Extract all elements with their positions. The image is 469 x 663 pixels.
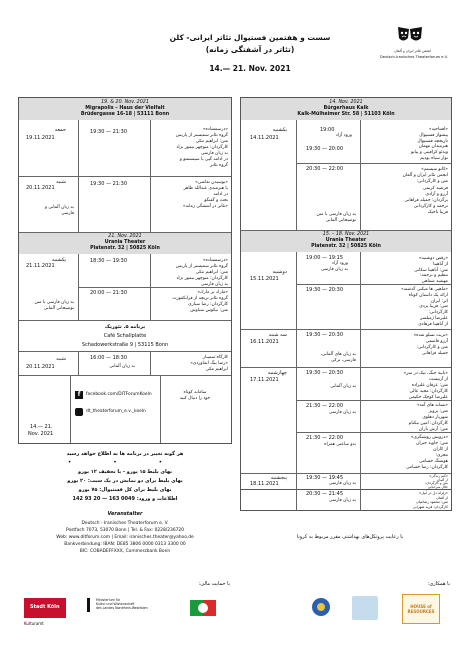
- right-block2-address: Platenstr. 32 | 50825 Köln: [311, 244, 381, 249]
- right-r2_info2-line: علیرضا ژمیلسر: [420, 315, 448, 321]
- social-dates-1: 14.— 21.: [30, 424, 53, 430]
- r1-day: یکشنبه: [272, 127, 287, 133]
- house-of-resources-text: [402, 604, 440, 614]
- b1-row-sep: [19, 176, 231, 177]
- right-divider-2: [360, 120, 361, 230]
- r2-info1: [362, 256, 448, 285]
- b3-info: [152, 355, 228, 373]
- r5-lang1: به زبان فارسی: [328, 481, 356, 486]
- r4-sep1: [297, 400, 451, 401]
- right-r3_info-line: «تربت نسلو شده»: [413, 333, 448, 338]
- right-r4_info3-line: «درویش روشنگری»: [410, 435, 448, 440]
- right-r1_info1-line: تاریخچه فستیوال: [417, 138, 448, 144]
- r4-info1: [362, 371, 448, 401]
- right-r4_info1-line: علیرضا کوچک حکیمی: [408, 395, 448, 400]
- instagram-icon[interactable]: [75, 408, 83, 416]
- footer-logo_ministry-line: des Landes Nordrhein-Westfalen: [96, 606, 148, 610]
- r1-info2: [362, 167, 448, 217]
- right-r4_info1-line: از آرتیست: [429, 377, 448, 382]
- b2-r1-day: یکشنبه: [51, 257, 66, 263]
- right-r2_info1-line: مهشید شفاهی: [421, 279, 448, 285]
- r4-info2: [362, 403, 448, 433]
- bullets: • • •: [67, 459, 183, 466]
- b2-r1-time: 18:30 — 19:30: [90, 258, 127, 264]
- r2-date: 15.11.2021: [250, 276, 279, 282]
- right-r5_info2-line: کارگردان: فرید شهرابی: [412, 504, 448, 509]
- r1-time2: 19:30 — 20:00: [306, 146, 343, 152]
- b1-r1-info: [152, 127, 228, 169]
- right-r1_info1-line: هنرمندان مهمان: [418, 144, 448, 150]
- stadt-koeln-text: Stadt Köln: [30, 604, 60, 610]
- instagram-link[interactable]: dt_theaterforum_e.v._koeln: [86, 409, 146, 414]
- left-b2_r1_info-line: گروه تئاتر سمیستر از پاریس: [175, 264, 228, 269]
- b2-r2-info: [152, 290, 228, 314]
- left-b2_r2_info-line: متن: نیکوس سیاوش: [190, 308, 228, 313]
- b1-r1-date: 19.11.2021: [26, 135, 55, 141]
- r4-sep2: [297, 432, 451, 433]
- right-r2_info1-line: تنظیم و ترجمه:: [419, 273, 448, 279]
- right-block2-date: 15. – 18. Nov. 2021: [322, 232, 370, 237]
- b1-r1-day: جمعه: [54, 127, 66, 133]
- right-r1_info2-line: ترجمه و کارگردانی: [413, 204, 448, 210]
- left-block1-venue: Migrapolis – Haus der Vielfalt: [85, 106, 165, 111]
- left-b1_r2_info-line: «تئاتر در آشفتگی زمانه»: [182, 204, 228, 209]
- right-r1_info1-line: «افتتاحیه»: [428, 127, 448, 132]
- left-social_text-line: سامانه کوتاه: [183, 390, 207, 395]
- right-r4_info1-line: کارگردان: مجید عالی: [409, 389, 448, 394]
- left-block3-address: Schadowerkstraße 9 | 53115 Bonn: [81, 342, 169, 348]
- right-r4_info2-line: شهریار دهلوی: [422, 415, 448, 420]
- right-r2_info2-line: ارائه یک داستان کوتاه: [408, 292, 448, 298]
- logo-caption-de: Deutsch-Iranisches Theaterforum e.V.: [380, 55, 448, 59]
- facebook-icon[interactable]: f: [75, 391, 83, 399]
- right-r3_info-line: جمیله فراهانی: [421, 351, 448, 356]
- left-b2_r2_note-line: به زبان فارسی با متن: [34, 300, 74, 305]
- r3-lang: [298, 352, 356, 364]
- left-b2_r2_info-line: گروه تئاتر تریچه از فرانکفورت: [172, 296, 228, 301]
- left-b3_info-line: ابراهیم مکی: [205, 367, 228, 372]
- organizer-details: [20, 520, 230, 555]
- b2-r2-note: [20, 300, 74, 312]
- r4-director: کارگردان: رضا حسامی: [406, 465, 448, 470]
- right-r2_info2-line: متن: فریبا یزدی: [419, 304, 448, 310]
- left-b2_r2_info-line: «مارك بر مارك»: [197, 290, 228, 295]
- left-b1_r2_info-line: بحث و گفتگو: [204, 198, 228, 203]
- r4-lang2: به زبان فارسی: [328, 410, 356, 415]
- b3-day: شنبه: [56, 356, 66, 362]
- r3-time: 19:30 — 20:30: [306, 332, 343, 338]
- left-b1_r1_info-line: کارگردان: منوچهر تیمور نژاد: [176, 145, 228, 150]
- right-r1_info1-line: ویدئو کرافیتی و پیانو: [411, 150, 448, 156]
- right-r1_info1-line: پیشواز فستیوال: [419, 132, 448, 138]
- r1-time3: 20:30 — 22:00: [306, 166, 343, 172]
- b3-date: 20.11.2021: [26, 364, 55, 370]
- price-2: بهای بلیط برای دو نمایش در یک سبب: ۲۰ یورو: [67, 478, 183, 484]
- r2-time1: 19:00 — 19:15: [306, 255, 343, 261]
- theater-masks-logo: [395, 24, 425, 46]
- festival-dates: 14.— 21. Nov. 2021: [209, 64, 291, 73]
- r4-date: 17.11.2021: [250, 377, 279, 383]
- right-r4_info3-line: هوشنگ حسامی: [419, 459, 448, 464]
- right-r5_info1-line: جلال میرحیایی: [427, 484, 448, 489]
- left-block3-sep: [19, 351, 231, 352]
- r1-lang: به زبان فارسی با متن: [316, 212, 356, 217]
- stadt-koeln-sub: Kulturamt: [24, 621, 44, 626]
- r4-time2: 21:30 — 22:00: [306, 403, 343, 409]
- organizer-title: Veranstalter: [107, 511, 143, 517]
- right-r4_info2-line: متن: پرویز: [428, 409, 448, 414]
- left-b2_r2_info-line: کارگردان: رضا سیاری: [188, 302, 228, 307]
- r5-lang2: به زبان فارسی: [328, 498, 356, 503]
- left-b1_r1_info-line: در ادامه گپی با سیستمتو و: [179, 157, 228, 162]
- r4-lang3: بدو ساعتی همراه: [324, 442, 356, 447]
- r4-time3: 21:30 — 22:00: [306, 435, 343, 441]
- r2-info2: [362, 287, 448, 328]
- right-divider-5: [296, 489, 297, 511]
- b1-r2-time: 19:30 — 21:30: [90, 181, 127, 187]
- left-b2_r1_info-line: متن: ابراهیم مکی: [195, 270, 228, 275]
- left-block2-venue: Urania Theater: [104, 240, 146, 245]
- right-r1_info2-line: فریبا تاجیک: [427, 210, 448, 216]
- price-3: بهای بلیط برای کل فستیوال: ۷۵ یورو: [78, 487, 172, 493]
- right-r4_info3-line: متن: جاوید جبران: [416, 441, 448, 446]
- footer-logo_house-line: RESOURCES: [407, 609, 435, 614]
- r2-sep: [297, 284, 451, 285]
- left-b2_r1_info-line: کارگردان: منوچهر تیمور نژاد: [176, 276, 228, 281]
- r5-info2: [362, 491, 448, 509]
- footer-logo_ministry-line: Ministerium für: [96, 598, 121, 602]
- b2-row-sep: [79, 287, 231, 288]
- right-divider-3: [296, 252, 297, 489]
- r1-label1: ورود آزاد: [335, 133, 352, 138]
- right-divider-1: [296, 120, 297, 230]
- right-r5_info1-line: متن و کارگردان:: [424, 481, 448, 486]
- right-divider-6: [360, 489, 361, 511]
- footer-logo_ministry-line: Kultur und Wissenschaft: [96, 602, 135, 606]
- covid-note: با رعایت پروتکل‌های بهداشتی مقرر مربوط به کرونا: [296, 534, 404, 540]
- b1-r2-day: شنبه: [56, 179, 66, 185]
- right-r4_info1-line: «بانیهٔ جنگ، تیک در سر»: [403, 371, 448, 376]
- left-b1_r1_info-line: «درسمشاده»: [202, 127, 228, 132]
- r3-date: 16.11.2021: [250, 339, 279, 345]
- left-divider-5: [78, 351, 79, 375]
- r3-end: [241, 367, 451, 368]
- right-r2_info2-line: از آناهیتا فرهادی: [418, 321, 448, 327]
- footer-logo_house-line: HOUSE of: [410, 604, 432, 609]
- right-r2_info2-line: کارگردانی:: [428, 310, 448, 316]
- right-block1-address: Kalk-Mülheimer Str. 58 | 51103 Köln: [297, 112, 395, 117]
- left-block2-date: 21. Nov. 2021: [108, 234, 142, 239]
- social-divider-2: [160, 375, 161, 443]
- right-r4_info1-line: متن: عرفان علیزاده: [411, 383, 448, 388]
- sponsors-label: با حمایت مالی:: [198, 581, 230, 587]
- right-r2_info2-line: اثر: ایران: [430, 298, 448, 304]
- r2-label1: ورود آزاد: [331, 261, 348, 266]
- left-b3_info-line: کارگاه:سمینار: [202, 355, 228, 360]
- right-r2_info1-line: از آناهیتا: [433, 261, 448, 267]
- r2-end: [241, 329, 451, 330]
- b1-r2-note: [20, 205, 74, 217]
- right-r5_info2-line: از آلمان: [436, 495, 448, 500]
- left-b1_r2_info-line: با هنرمندی عبدالله ظاهر: [183, 186, 228, 191]
- r4-day: چهارشنبه: [267, 370, 287, 376]
- r5-time2: 20:30 — 21:45: [306, 491, 343, 497]
- r2-day: دوشنبه: [272, 269, 287, 275]
- right-r2_info2-line: «ماهیی ها میکنی گذشته»: [400, 287, 448, 292]
- nrw-logo: [190, 600, 216, 616]
- right-divider-4: [360, 252, 361, 489]
- r1-sep: [297, 163, 451, 164]
- facebook-link[interactable]: facebook.com/DITForumKoeln: [86, 392, 152, 397]
- right-r1_info2-line: انجمن تئاتر ایران و آلمان: [402, 173, 448, 179]
- r4-info3: [362, 435, 448, 465]
- footer-org_lines-line: Bankverbindung: IBAN: DE85 3806 0000 0313 3300 00: [64, 542, 186, 547]
- right-r2_info1-line: متن: آناهیتا سکانی: [414, 267, 448, 273]
- right-r3_info-line: متن و کارگردانی:: [416, 345, 448, 350]
- price-1: بهای بلیط ۱۵ یورو - با تخفیف ۱۲ یورو: [77, 469, 172, 475]
- social-text: [162, 390, 228, 402]
- footer-org_lines-line: Deutsch - Iranisches Theaterforum e. V.: [81, 521, 169, 526]
- left-b2_r1_info-line: به زبان فارسی: [200, 282, 228, 287]
- right-r4_info2-line: متن: آرش یاران: [418, 427, 448, 432]
- left-b1_r1_info-line: به زبان فارسی: [200, 151, 228, 156]
- b3-time: 16:00 — 18:30: [90, 355, 127, 361]
- r2-time2: 19:30 — 20:30: [306, 287, 343, 293]
- social-dates-2: Nov. 2021: [28, 431, 54, 437]
- right-r3_lang-line: به زبان های آلمانی،: [320, 352, 356, 357]
- left-b1_r1_info-line: گروه تئاتر: [210, 163, 228, 168]
- b3-lang: به زبان آلمانی: [109, 364, 135, 369]
- right-block1-date: 14. Nov. 2021: [329, 100, 363, 105]
- r5-date: 18.11.2021: [250, 481, 279, 487]
- r3-day: سه شنبه: [268, 332, 287, 338]
- left-block2-address: Platenstr. 32 | 50825 Köln: [90, 246, 160, 251]
- footer-org_lines-line: BIC: COBADEFFXXX, Commerzbank Bonn: [79, 549, 171, 554]
- r5-info1: [362, 475, 448, 489]
- left-b2_r2_note-line: توضیحاتی آلمانی: [43, 306, 74, 311]
- r3-info: [362, 333, 448, 357]
- r5-day: پنجشنبه: [270, 475, 287, 481]
- b1-r2-date: 20.11.2021: [26, 185, 55, 191]
- logo-caption-fa: انجمن تئاتر ایران و آلمان: [393, 49, 432, 53]
- right-r5_info2-line: «زلزلهٔ دل در آبیل»: [418, 491, 448, 495]
- b2-r1-date: 21.11.2021: [26, 263, 55, 269]
- partner-logo-1: [307, 596, 335, 620]
- left-b1_r2_note-line: به زبان آلمانی و: [44, 205, 74, 210]
- change-note: هر گونه تغییر در برنامه ها به اطلاع خواهد رسید: [66, 451, 184, 457]
- right-r1_info2-line: آرزو و آزادی: [425, 191, 448, 197]
- left-b2_r1_info-line: «درسمشاده»: [202, 258, 228, 263]
- right-r1_info2-line: برگردان: جمیله فراهانی: [404, 198, 448, 204]
- left-b1_r2_info-line: در ادامه: [213, 192, 228, 197]
- r1-time1: 19:00: [320, 127, 335, 133]
- right-r5_info1-line: از آلمان: [436, 477, 448, 482]
- right-r1_info2-line: فرشید کریمی: [422, 185, 448, 191]
- r4-lang1: به زبان آلمانی: [330, 384, 356, 389]
- left-social_text-line: خود را دنبال کنید: [179, 396, 211, 401]
- right-r1_info1-line: نوار سیاه بودیم: [420, 155, 448, 161]
- b2-r1-info: [152, 258, 228, 288]
- right-r2_info1-line: «رقص دوشنبه»: [418, 256, 448, 261]
- b1-r2-info: [152, 180, 228, 210]
- footer-org_lines-line: Postfach 7073, 53070 Bonn | Tel. & Fax: 0228/236720: [65, 528, 185, 533]
- right-block1-venue: Bürgerhaus Kalk: [323, 106, 369, 111]
- right-r1_info2-line: «کانو سیستم»: [421, 167, 448, 172]
- festival-title: سست و هفتمین فستیوال تئاتر ایرانی- کلن: [169, 33, 331, 42]
- right-r4_info3-line: از کاران: [433, 447, 448, 452]
- r4-time1: 19:30 — 20:30: [306, 370, 343, 376]
- r5-time1: 19:30 — 19:45: [306, 475, 343, 481]
- left-b1_r2_note-line: فارسی: [61, 211, 74, 216]
- right-r5_info2-line: متن: محمود رضاعیان: [416, 500, 448, 505]
- right-r4_info3-line: مجری:: [435, 453, 448, 458]
- social-divider-1: [70, 375, 71, 443]
- left-block1-date: 19. & 20. Nov. 2021: [101, 100, 149, 105]
- right-r1_info2-line: متن و کارگردانی:: [416, 179, 448, 185]
- footer-org_lines-line: Web: www.ditforum.com | Email: iranisches.theater@yahoo.de: [56, 535, 194, 540]
- left-b1_r2_info-line: «بوسیدن نقاشی»: [195, 180, 228, 185]
- right-r4_info2-line: کارگردان: امین نیکنام: [408, 421, 448, 426]
- right-r3_info-line: آرزو قاسمی: [425, 339, 448, 344]
- b2-r2-time: 20:00 — 21:30: [90, 290, 127, 296]
- left-b3_info-line: «رضا بیگ ایماوردی»: [190, 361, 228, 366]
- right-r4_info2-line: «نشانه های آمد»: [416, 403, 448, 408]
- right-r3_lang-line: فارسی، ترکی: [330, 358, 356, 363]
- left-block3-venue: Café Schallplatte: [103, 333, 147, 339]
- r2-lang: به زبان فارسی: [320, 267, 348, 272]
- r4-end: [241, 473, 451, 474]
- left-block3-top: [19, 320, 231, 321]
- festival-subtitle: (تئاتر در آشفتگی زمانه): [205, 45, 295, 54]
- left-b1_r1_info-line: متن: ابراهیم مکی: [195, 139, 228, 144]
- partner-logo-2: [352, 596, 378, 620]
- b1-r1-time: 19:30 — 21:30: [90, 129, 127, 135]
- partners-label: با همکاری:: [427, 581, 450, 587]
- right-r5_info1-line: «کنم زندگی»: [429, 474, 448, 478]
- r1-info1: [362, 127, 448, 162]
- left-block1-address: Brüdergasse 16-18 | 53111 Bonn: [80, 112, 170, 117]
- left-b1_r1_info-line: گروه تئاتر سمیستر از پاریس: [175, 133, 228, 138]
- left-block3-title: برنامه ۵. تئوریک: [104, 324, 146, 330]
- r1-lang2: توضیحاتی آلمانی: [325, 218, 356, 223]
- social-top: [19, 375, 231, 376]
- contact-info: اطلاعات و ورود: 0049 163 — 20 93 142: [72, 496, 178, 502]
- r1-date: 14.11.2021: [250, 135, 279, 141]
- left-divider-6: [150, 351, 151, 375]
- right-block2-venue: Urania Theater: [325, 238, 367, 243]
- ministry-text: [96, 598, 166, 610]
